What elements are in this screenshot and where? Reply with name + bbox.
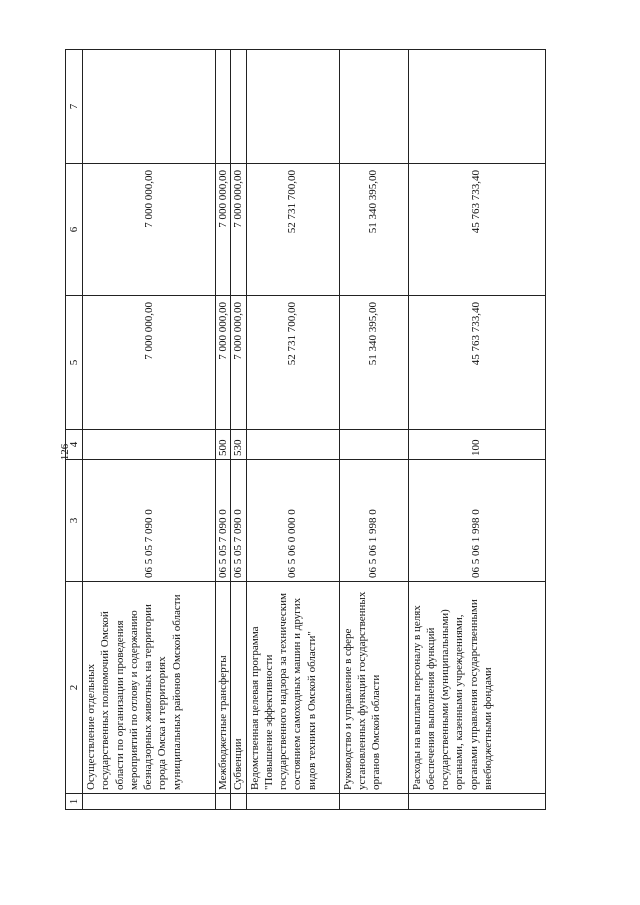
header-cell: 7 bbox=[66, 50, 83, 164]
cell-type: 500 bbox=[216, 430, 231, 460]
cell-number bbox=[408, 794, 545, 810]
cell-col7 bbox=[231, 50, 246, 164]
cell-number bbox=[339, 794, 408, 810]
cell-amount-6: 7 000 000,00 bbox=[83, 164, 216, 296]
cell-number bbox=[246, 794, 339, 810]
header-cell: 6 bbox=[66, 164, 83, 296]
table-row bbox=[246, 50, 339, 810]
cell-type bbox=[339, 430, 408, 460]
cell-type bbox=[83, 430, 216, 460]
cell-type: 100 bbox=[408, 430, 545, 460]
cell-code: 06 5 05 7 090 0 bbox=[231, 460, 246, 582]
cell-amount-5: 7 000 000,00 bbox=[216, 296, 231, 430]
cell-code: 06 5 05 7 090 0 bbox=[216, 460, 231, 582]
cell-col7 bbox=[216, 50, 231, 164]
cell-amount-6: 7 000 000,00 bbox=[216, 164, 231, 296]
header-cell: 1 bbox=[66, 794, 83, 810]
cell-type: 530 bbox=[231, 430, 246, 460]
cell-code: 06 5 06 1 998 0 bbox=[408, 460, 545, 582]
cell-description: Расходы на выплаты персоналу в целях обеспечения выполнения функций государственными (муниципальными) органами, казенными учреждениями, органами управления государственными внебюджетными фондами bbox=[408, 582, 545, 794]
table-row bbox=[83, 50, 216, 810]
cell-number bbox=[216, 794, 231, 810]
cell-amount-5: 52 731 700,00 bbox=[246, 296, 339, 430]
page-number: 126 bbox=[59, 443, 71, 461]
cell-code: 06 5 05 7 090 0 bbox=[83, 460, 216, 582]
cell-amount-6: 45 763 733,40 bbox=[408, 164, 545, 296]
cell-amount-5: 7 000 000,00 bbox=[231, 296, 246, 430]
cell-description: Межбюджетные трансферты bbox=[216, 582, 231, 794]
table-row bbox=[216, 50, 231, 810]
cell-code: 06 5 06 0 000 0 bbox=[246, 460, 339, 582]
budget-table-rotated bbox=[65, 50, 625, 810]
cell-amount-5: 45 763 733,40 bbox=[408, 296, 545, 430]
cell-amount-6: 51 340 395,00 bbox=[339, 164, 408, 296]
table-row bbox=[408, 50, 545, 810]
header-row bbox=[66, 50, 83, 810]
cell-amount-5: 51 340 395,00 bbox=[339, 296, 408, 430]
budget-table bbox=[65, 49, 546, 810]
cell-amount-6: 7 000 000,00 bbox=[231, 164, 246, 296]
cell-description: Ведомственная целевая программа "Повышение эффективности государственного надзора за техническим состоянием самоходных машин и других видов техники в Омской области" bbox=[246, 582, 339, 794]
table-row bbox=[231, 50, 246, 810]
header-cell: 3 bbox=[66, 460, 83, 582]
cell-type bbox=[246, 430, 339, 460]
header-cell: 4 bbox=[66, 430, 83, 460]
table-row bbox=[339, 50, 408, 810]
cell-col7 bbox=[246, 50, 339, 164]
cell-code: 06 5 06 1 998 0 bbox=[339, 460, 408, 582]
cell-description: Руководство и управление в сфере установленных функций государственных органов Омской области bbox=[339, 582, 408, 794]
cell-col7 bbox=[408, 50, 545, 164]
cell-number bbox=[231, 794, 246, 810]
cell-col7 bbox=[83, 50, 216, 164]
header-cell: 2 bbox=[66, 582, 83, 794]
cell-number bbox=[83, 794, 216, 810]
cell-amount-5: 7 000 000,00 bbox=[83, 296, 216, 430]
cell-col7 bbox=[339, 50, 408, 164]
header-cell: 5 bbox=[66, 296, 83, 430]
cell-description: Субвенции bbox=[231, 582, 246, 794]
cell-description: Осуществление отдельных государственных полномочий Омской области по организации проведения мероприятий по отлову и содержанию безнадзорных животных на территории города Омска и территориях муниципальных районов Омской области bbox=[83, 582, 216, 794]
cell-amount-6: 52 731 700,00 bbox=[246, 164, 339, 296]
